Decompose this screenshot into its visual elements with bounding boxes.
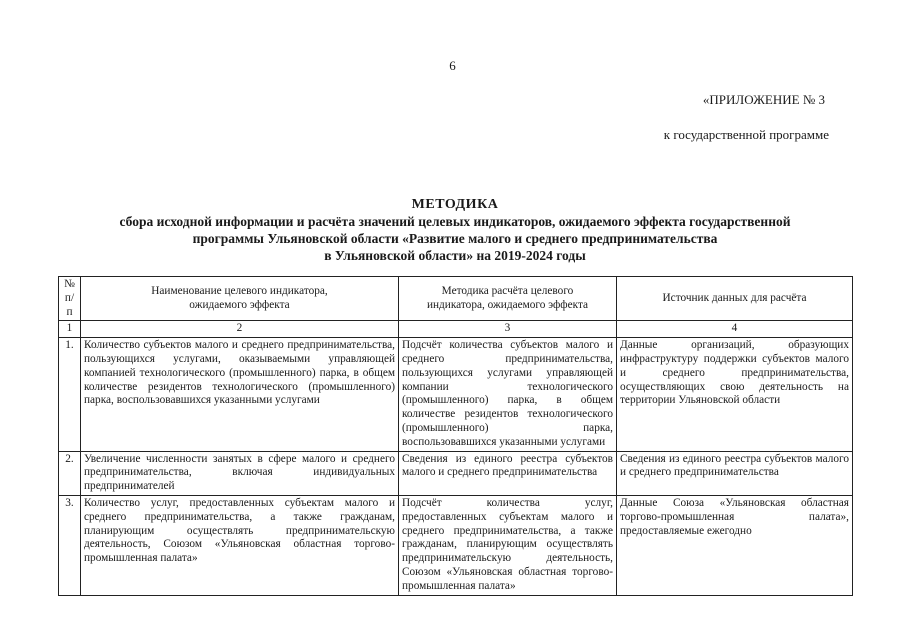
column-number: 4 [617,321,853,338]
heading-line-2: сбора исходной информации и расчёта значений целевых индикаторов, ожидаемого эффекта государственной [119,214,791,229]
heading-line-1: МЕТОДИКА [411,197,499,212]
table-header-row [59,277,853,321]
row-index: 3. [59,495,81,595]
data-source: Данные организаций, образующих инфраструктуру поддержки субъектов малого и среднего предпринимательства, осуществляющих свою деятельность на территории Ульяновской области [617,338,853,451]
document-heading [60,196,850,264]
calculation-method: Сведения из единого реестра субъектов малого и среднего предпринимательства [399,451,617,495]
indicator-name: Количество услуг, предоставленных субъектам малого и среднего предпринимательства, а также гражданам, планирующим осуществлять предпринимательскую деятельность, Союзом «Ульяновская областная торгово-промышленная палата» [81,495,399,595]
heading-line-3: программы Ульяновской области «Развитие малого и среднего предпринимательства [192,231,718,246]
table-row [59,495,853,595]
column-number-row [59,321,853,338]
row-index: 2. [59,451,81,495]
calculation-method: Подсчёт количества субъектов малого и среднего предпринимательства, пользующихся услугами управляющей компании технологического (промышленного) парка, в общем количестве резидентов технологического (промышленного) парка, воспользовавшихся указанными услугами [399,338,617,451]
appendix-title: «ПРИЛОЖЕНИЕ № 3 [702,92,825,107]
column-number: 1 [59,321,81,338]
column-number: 2 [81,321,399,338]
indicator-name: Количество субъектов малого и среднего предпринимательства, пользующихся услугами, оказываемыми управляющей компанией технологического (промышленного) парка, в общем количестве резидентов технологического (промышленного) парка, воспользовавшихся указанными услугами [81,338,399,451]
table-row [59,338,853,451]
methodology-table [58,276,853,596]
data-source: Данные Союза «Ульяновская областная торгово-промышленная палата», предоставляемые ежегодно [617,495,853,595]
header-method: Методика расчёта целевого индикатора, ожидаемого эффекта [399,277,617,321]
page-number: 6 [449,58,456,73]
header-source: Источник данных для расчёта [617,277,853,321]
column-number: 3 [399,321,617,338]
header-idx: № п/п [59,277,81,321]
indicator-name: Увеличение численности занятых в сфере малого и среднего предпринимательства, включая индивидуальных предпринимателей [81,451,399,495]
row-index: 1. [59,338,81,451]
heading-line-4: в Ульяновской области» на 2019-2024 годы [324,248,586,263]
header-name: Наименование целевого индикатора, ожидаемого эффекта [81,277,399,321]
calculation-method: Подсчёт количества услуг, предоставленных субъектам малого и среднего предпринимательства, а также гражданам, планирующим осуществлять предпринимательскую деятельность, Союзом «Ульяновская областная торгово-промышленная палата» [399,495,617,595]
appendix-subtitle: к государственной программе [663,127,829,142]
table-row [59,451,853,495]
data-source: Сведения из единого реестра субъектов малого и среднего предпринимательства [617,451,853,495]
